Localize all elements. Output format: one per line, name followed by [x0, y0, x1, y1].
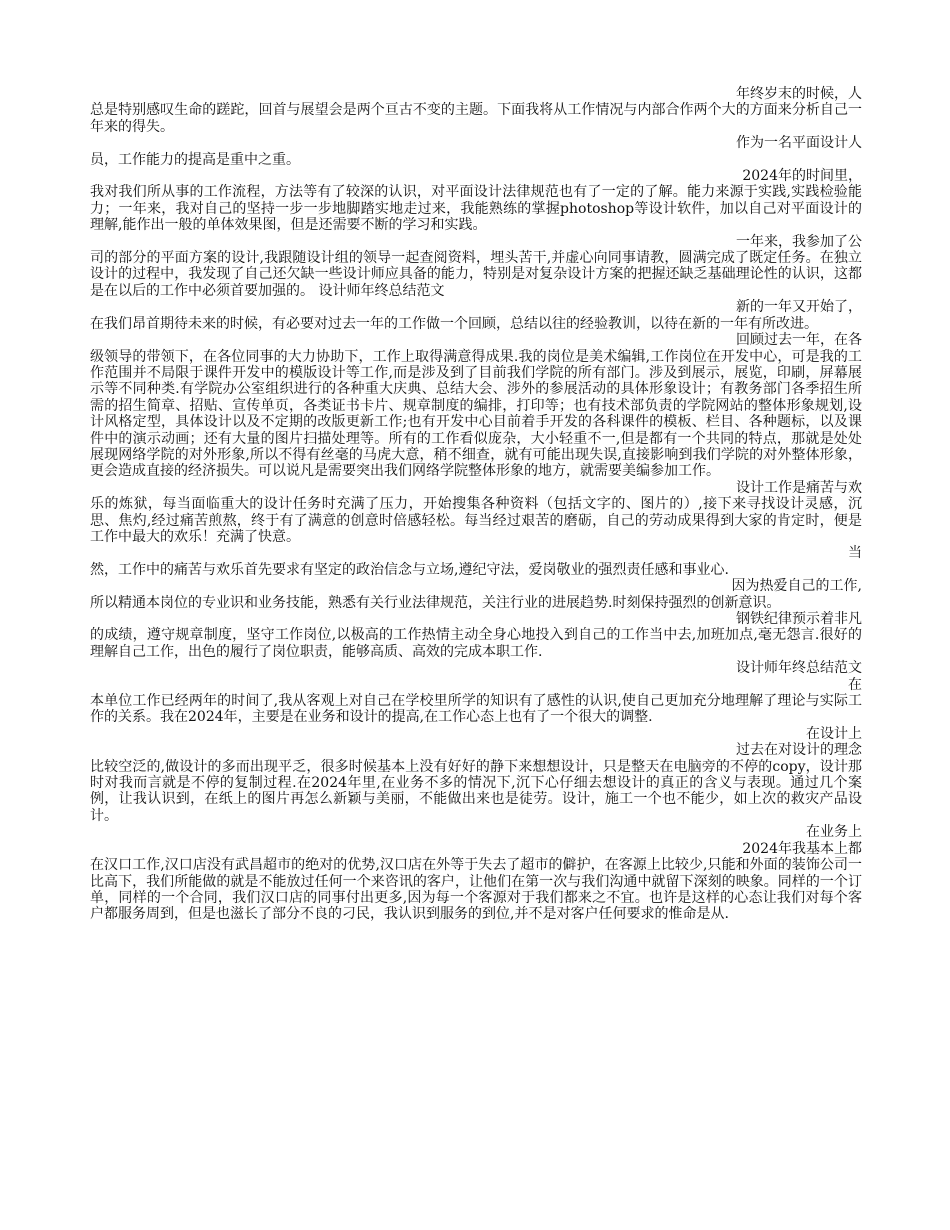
paragraph-lead — [90, 332, 862, 348]
paragraph-lead — [90, 578, 862, 594]
paragraph-lead — [90, 86, 862, 102]
paragraph-body: 比较空泛的,做设计的多而出现平乏，很多时候基本上没有好好的静下来想想设计，只是整天在电脑旁的不停的copy，设计那时对我而言就是不停的复制过程.在2024年里,在业务不多的情况下,沉下心仔细去想设计的真正的含义与表现。通过几个案例，让我认识到，在纸上的图片再怎么新颖与美丽，不能做出来也是徒劳。设计，施工一个也不能少，如上次的救灾产品设计。 — [90, 758, 862, 824]
section-heading-text: 在业务上 — [806, 824, 862, 841]
paragraph-body: 在我们昂首期待未来的时候，有必要对过去一年的工作做一个回顾，总结以往的经验教训，以待在新的一年有所改进。 — [90, 315, 818, 332]
paragraph-lead — [90, 168, 862, 184]
paragraph-lead — [90, 611, 862, 627]
paragraph-lead-text: 因为热爱自己的工作, — [731, 578, 862, 595]
paragraph-lead-text: 年终岁末的时候，人 — [736, 86, 862, 102]
paragraph-lead-text: 一年来，我参加了公 — [736, 233, 862, 250]
paragraph-lead-text: 过去在对设计的理念 — [736, 742, 862, 759]
paragraph-lead — [90, 234, 862, 250]
paragraph-lead — [90, 841, 862, 857]
paragraph-lead-text: 设计工作是痛苦与欢 — [736, 479, 862, 496]
paragraph-lead-text: 在 — [848, 676, 862, 693]
section-heading — [90, 660, 862, 676]
paragraph-lead-text: 作为一名平面设计人 — [736, 135, 862, 152]
paragraph-lead-text: 回顾过去一年，在各 — [736, 332, 862, 349]
paragraph-lead-text: 新的一年又开始了， — [736, 299, 862, 316]
paragraph-lead — [90, 677, 862, 693]
paragraph-lead-text: 当 — [848, 545, 862, 562]
paragraph-body: 司的部分的平面方案的设计,我跟随设计组的领导一起查阅资料，埋头苦干,并虚心向同事请教，圆满完成了既定任务。在独立设计的过程中，我发现了自己还欠缺一些设计师应具备的能力，特别是对复杂设计方案的把握还缺乏基础理论性的认识，这都是在以后的工作中必须首要加强的。 设计师年终总结范文 — [90, 250, 862, 299]
paragraph-lead-text: 钢铁纪律预示着非凡 — [736, 611, 862, 627]
section-heading-text: 在设计上 — [806, 725, 862, 742]
paragraph-body: 然，工作中的痛苦与欢乐首先要求有坚定的政治信念与立场,遵纪守法，爱岗敬业的强烈责任感和事业心. — [90, 561, 729, 578]
paragraph-lead-text: 2024年的时间里， — [742, 168, 862, 185]
paragraph-lead — [90, 480, 862, 496]
paragraph-body: 总是特别感叹生命的蹉跎，回首与展望会是两个亘古不变的主题。下面我将从工作情况与内部合作两个大的方面来分析自己一年来的得失。 — [90, 102, 862, 135]
paragraph-lead — [90, 545, 862, 561]
paragraph-body: 所以精通本岗位的专业识和业务技能，熟悉有关行业法律规范，关注行业的进展趋势.时刻保持强烈的创新意识。 — [90, 594, 781, 611]
paragraph-lead — [90, 742, 862, 758]
section-heading — [90, 824, 862, 840]
paragraph-body: 乐的炼狱，每当面临重大的设计任务时充满了压力，开始搜集各种资料（包括文字的、图片的）,接下来寻找设计灵感，沉思、焦灼,经过痛苦煎熬，终于有了满意的创意时倍感轻松。每当经过艰苦的磨砺，自己的劳动成果得到大家的肯定时，便是工作中最大的欢乐！充满了快意。 — [90, 496, 862, 545]
paragraph-body: 在汉口工作,汉口店没有武昌超市的绝对的优势,汉口店在外等于失去了超市的僻护，在客源上比较少,只能和外面的装饰公司一比高下，我们所能做的就是不能放过任何一个来咨讯的客户，让他们在第一次与我们沟通中就留下深刻的映象。同样的一个订单，同样的一个合同，我们汉口店的同事付出更多,因为每一个客源对于我们都来之不宜。也许是这样的心态让我们对每个客户都服务周到，但是也滋长了部分不良的刁民，我认识到服务的到位,并不是对客户任何要求的惟命是从. — [90, 857, 862, 923]
paragraph-body: 级领导的带领下，在各位同事的大力协助下，工作上取得满意得成果.我的岗位是美术编辑,工作岗位在开发中心，可是我的工作范围并不局限于课件开发中的模版设计等工作,而是涉及到了目前我们学院的所有部门。涉及到展示，展览，印刷，屏幕展示等不同种类.有学院办公室组织进行的各种重大庆典、总结大会、涉外的参展活动的具体形象设计；有教务部门各季招生所需的招生简章、招贴、宣传单页，各类证书卡片、规章制度的编排，打印等；也有技术部负责的学院网站的整体形象规划,设计风格定型，具体设计以及不定期的改版更新工作;也有开发中心目前着手开发的各科课件的模板、栏目、各种题标，以及课件中的演示动画；还有大量的图片扫描处理等。所有的工作看似庞杂，大小轻重不一,但是都有一个共同的特点，那就是处处展现网络学院的对外形象,所以不得有丝毫的马虎大意，稍不细查，就有可能出现失误,直接影响到我们学院的对外整体形象，更会造成直接的经济损失。可以说凡是需要突出我们网络学院整体形象的地方，就需要美编参加工作。 — [90, 348, 862, 480]
paragraph-body: 的成绩，遵守规章制度，坚守工作岗位,以极高的工作热情主动全身心地投入到自己的工作当中去,加班加点,毫无怨言.很好的理解自己工作，出色的履行了岗位职责，能够高质、高效的完成本职工作. — [90, 627, 862, 660]
section-heading-text: 设计师年终总结范文 — [736, 660, 862, 677]
paragraph-lead — [90, 135, 862, 151]
paragraph-body: 员，工作能力的提高是重中之重。 — [90, 151, 300, 168]
paragraph-body: 本单位工作已经两年的时间了,我从客观上对自己在学校里所学的知识有了感性的认识,使自己更加充分地理解了理论与实际工作的关系。我在2024年，主要是在业务和设计的提高,在工作心态上也有了一个很大的调整. — [90, 693, 862, 726]
paragraph-lead — [90, 299, 862, 315]
document-body — [90, 86, 862, 923]
section-heading — [90, 726, 862, 742]
paragraph-body: 我对我们所从事的工作流程，方法等有了较深的认识，对平面设计法律规范也有了一定的了解。能力来源于实践,实践检验能力；一年来，我对自己的坚持一步一步地脚踏实地走过来，我能熟练的掌握photoshop等设计软件，加以自己对平面设计的理解,能作出一般的单体效果图，但是还需要不断的学习和实践。 — [90, 184, 862, 234]
paragraph-lead-text: 2024年我基本上都 — [742, 840, 862, 857]
